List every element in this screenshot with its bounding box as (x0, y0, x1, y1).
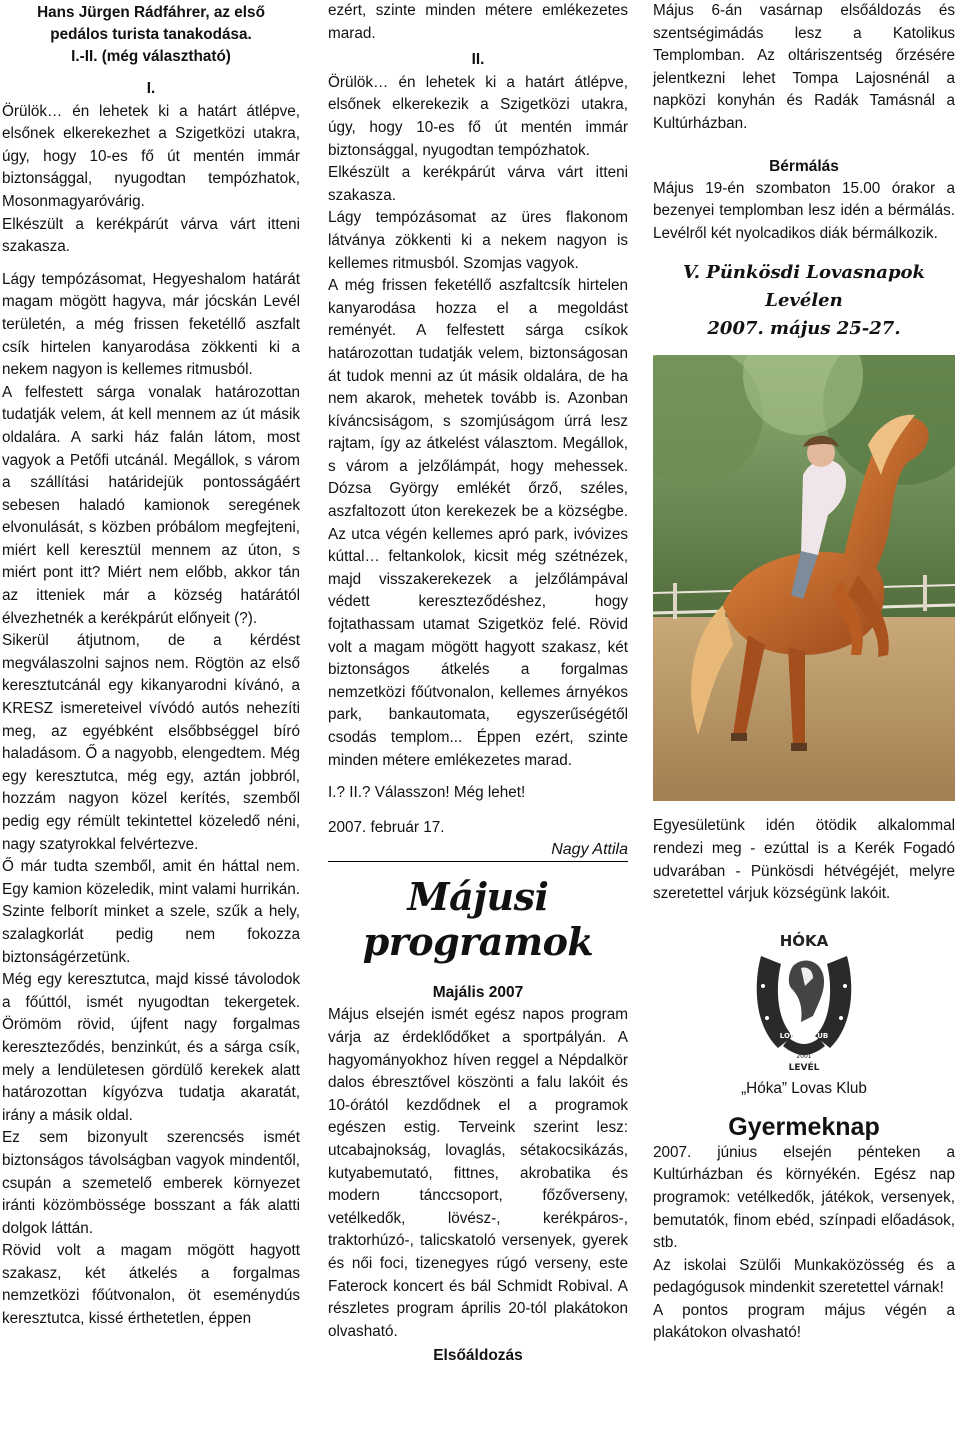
hoka-club-logo (743, 926, 865, 1074)
majalis-text: Május elsején ismét egész napos program várja az érdeklődőket a sportpályán. A hagyományokhoz híven reggel a Népdalkör dalos ébresztővel köszönti a falu lakóit és 10-órától kezdődnek el a programok egészen estig. Terveink szerint lesz: utcabajnokság, lovaglás, sétakocsikázás, kutyabemutató, fittnes, akrobatika és modern tánccsoport, főzőverseny, vetélkedők, lövész-, kerékpáros-, traktorhúzó-, talicskatoló versenyek, gyerek és női foci, tizenegyes rúgó verseny, este Faterock koncert és bál Schmidt Robival. A részletes program április 20-tól plakátokon olvasható. (328, 1006, 628, 1340)
festival-title-line: 2007. május 25-27. (707, 318, 901, 340)
section-divider (328, 861, 628, 862)
article-continuation: ezért, szinte minden métere emlékezetes marad. (328, 2, 628, 42)
logo-year: 2001 (796, 1052, 812, 1060)
logo-caption: „Hóka” Lovas Klub (741, 1079, 867, 1097)
article-date: 2007. február 17. (328, 818, 445, 836)
article-paragraph: Örülök… én lehetek ki a határt átlépve, elsőnek elkerekezik a Szigetközi utakra, úgy, hogy 10-es fő út mentén immár biztonsággal, nyugodtan tempózhatok. (328, 73, 628, 159)
article-column-2 (328, 0, 628, 1367)
programs-heading: Májusi programok (362, 874, 594, 965)
part-one-label: I. (146, 80, 156, 97)
article-column-1 (2, 0, 300, 1331)
article-author: Nagy Attila (551, 841, 628, 859)
festival-title (653, 259, 955, 343)
festival-text: Egyesületünk idén ötödik alkalommal rendezi meg - ezúttal is a Kerék Fogadó udvarában - Pünkösdi hétvégéjét, melyre szeretettel várjuk községünk lakóit. (653, 817, 955, 903)
majalis-heading: Majális 2007 (432, 984, 524, 1002)
article-paragraph: I.? II.? Válasszon! Még lehet! (328, 784, 526, 802)
article-paragraph: A felfestett sárga vonalak határozottan tudatják velem, át kell mennem az út másik oldalára. A sarki ház falán látom, most vagyok a Petőfi utcánál. Megállok, s várom a szállítási határidejük pontosságáért sebesen haladó kamionok seregének elvonulását, s közben próbálom megfejteni, miért kell keresztül mennem az úton, s miért pont itt? Miért nem előbb, akkor tán az itteniek már a község határától élvezhetnék a kerékpárút előnyeit (?). (2, 383, 300, 627)
article-paragraph: Sikerül átjutnom, de a kérdést megválaszolni sajnos nem. Rögtön az első keresztutcánál egy kikanyarodni kívánó, a KRESZ ismereteivel vívódó autós nehezíti meg, az egyébként elsőbbséggel bíró haladásom. Ő a nagyobb, elengedtem. Még egy keresztutca, még egy, aztán jobbról, hozzám nagyon közel kerítés, szemből pedig egy rémült tekintettel közeledő néni, nagy szatyrokkal felvértezve. (2, 632, 300, 853)
gyermeknap-text: A pontos program május végén a plakátokon olvasható! (653, 1301, 955, 1342)
logo-bottom-text: LOVAS KLUB (779, 1031, 829, 1040)
programs-column-3 (653, 0, 955, 1345)
logo-town: LEVÉL (788, 1062, 820, 1073)
article-paragraph: Elkészült a kerékpárút várva várt itteni szakasza. (2, 215, 300, 256)
gyermeknap-text: 2007. június elsején pénteken a Kultúrházban és környékén. Egész nap programok: vetélkedők, játékok, versenyek, bemutatók, finom ebéd, színpadi előadások, stb. (653, 1143, 955, 1252)
bermalas-text: Május 19-én szombaton 15.00 órakor a bezenyei templomban lesz idén a bérmálás. Levélről két nyolcadikos diák bérmálkozik. (653, 179, 955, 242)
bermalas-heading: Bérmálás (769, 157, 839, 175)
logo-top-text: HÓKA (779, 931, 829, 950)
article-title-line: pedálos turista tanakodása. (50, 26, 252, 43)
article-paragraph: A még frissen feketéllő aszfaltcsík hirtelen kanyarodása hozza el a megoldást reményét. A felfestett sárga csíkok határozottan tudatják velem, biztonságosan át tudok menni az út másik oldalára, de ha nem akarok, mehetek tovább is. Azonban kíváncsiságom, s szomjúságom úrrá lesz rajtam, így az átkelést választom. Megállok, s várom a jelzőlámpát, hogy mehessek. Dózsa György emlékét őrző, széles, aszfaltozott úton kerekezek be a községbe. Az utca végén kellemes apró park, ivóvizes kúttal… feltankolok, kicsit még szétnézek, majd visszakerekezek a jelzőlámpával védett kereszteződéshez, hogy fojtathassam utamat Szigetköz felé. Rövid volt a magam mögött hagyott szakasz, két biztonságos átkelés a forgalmas nemzetközi főútvonalon, kellemes árnyékos park, bankautomata, egyszerűségétől csodás templom... Éppen ezért, szinte minden métere emlékezetes marad. (328, 277, 628, 769)
article-paragraph: Ez sem bizonyult szerencsés ismét biztonságos távolságban vagyok mindentől, csupán a szemetelő emberek környezet iránti közömbössége bosszant a fák alatti dolgok láttán. (2, 1129, 300, 1237)
article-title (2, 2, 300, 68)
article-title-line: Hans Jürgen Rádfáhrer, az első (37, 4, 265, 21)
article-paragraph: Lágy tempózásomat, Hegyeshalom határát magam mögött hagyva, már jócskán Levél területén, a még frissen feketéllő aszfalt csík hirtelen kanyarodása zökkenti ki a nekem nagyon is kellemes ritmusból. (2, 270, 300, 379)
article-paragraph: Lágy tempózásomat az üres flakonom látványa zökkenti ki a nekem nagyon is kellemes ritmusból. Szomjas vagyok. (328, 209, 628, 272)
elsoaldozas-text: Május 6-án vasárnap elsőáldozás és szentségimádás lesz a Katolikus Templomban. Az oltáriszentség őrzésére jelentkezni lehet Tompa Lajosnénál a napközi konyhán és Radák Tamásnál a Kultúrházban. (653, 2, 955, 132)
horse-photo (653, 355, 955, 801)
article-paragraph: Ő már tudta szemből, amit én háttal nem. Egy kamion közeledik, mint valami hurrikán. Szinte felborít minket a szele, szűk a hely, szalagkorlát pedig nem fokozza biztonságérzetünk. (2, 858, 300, 966)
article-paragraph: Még egy keresztutca, majd kissé távolodok a főúttól, ismét nyugodtan tekergetek. Örömöm rövid, újfent nagy forgalmas kereszteződés, benzinkút, és a sárga csík, mely a lendületesen gördülő kerekek alatt határozottan kígyózva tudatja akaratát, irány a másik oldal. (2, 971, 300, 1124)
article-paragraph: Elkészült a kerékpárút várva várt itteni szakasza. (328, 164, 628, 204)
gyermeknap-text: Az iskolai Szülői Munkaközösség és a pedagógusok mindenkit szeretettel várnak! (653, 1256, 955, 1297)
gyermeknap-heading: Gyermeknap (728, 1112, 880, 1141)
elsoaldozas-heading: Elsőáldozás (433, 1347, 523, 1365)
festival-title-line: V. Pünkösdi Lovasnapok Levélen (682, 262, 926, 312)
article-paragraph: Örülök… én lehetek ki a határt átlépve, elsőnek elkerekezhet a Szigetközi utakra, úgy, hogy 10-es fő út mentén immár biztonsággal, nyugodtan tempózhatok, Mosonmagyaróvárig. (2, 102, 300, 210)
part-two-label: II. (471, 51, 485, 69)
article-paragraph: Rövid volt a magam mögött hagyott szakasz, két átkelés a forgalmas nemzetközi főútvonalon, öt eseménydús keresztutca, kissé érthetetlen, éppen (2, 1242, 300, 1328)
article-title-line: I.-II. (még választható) (71, 48, 231, 65)
